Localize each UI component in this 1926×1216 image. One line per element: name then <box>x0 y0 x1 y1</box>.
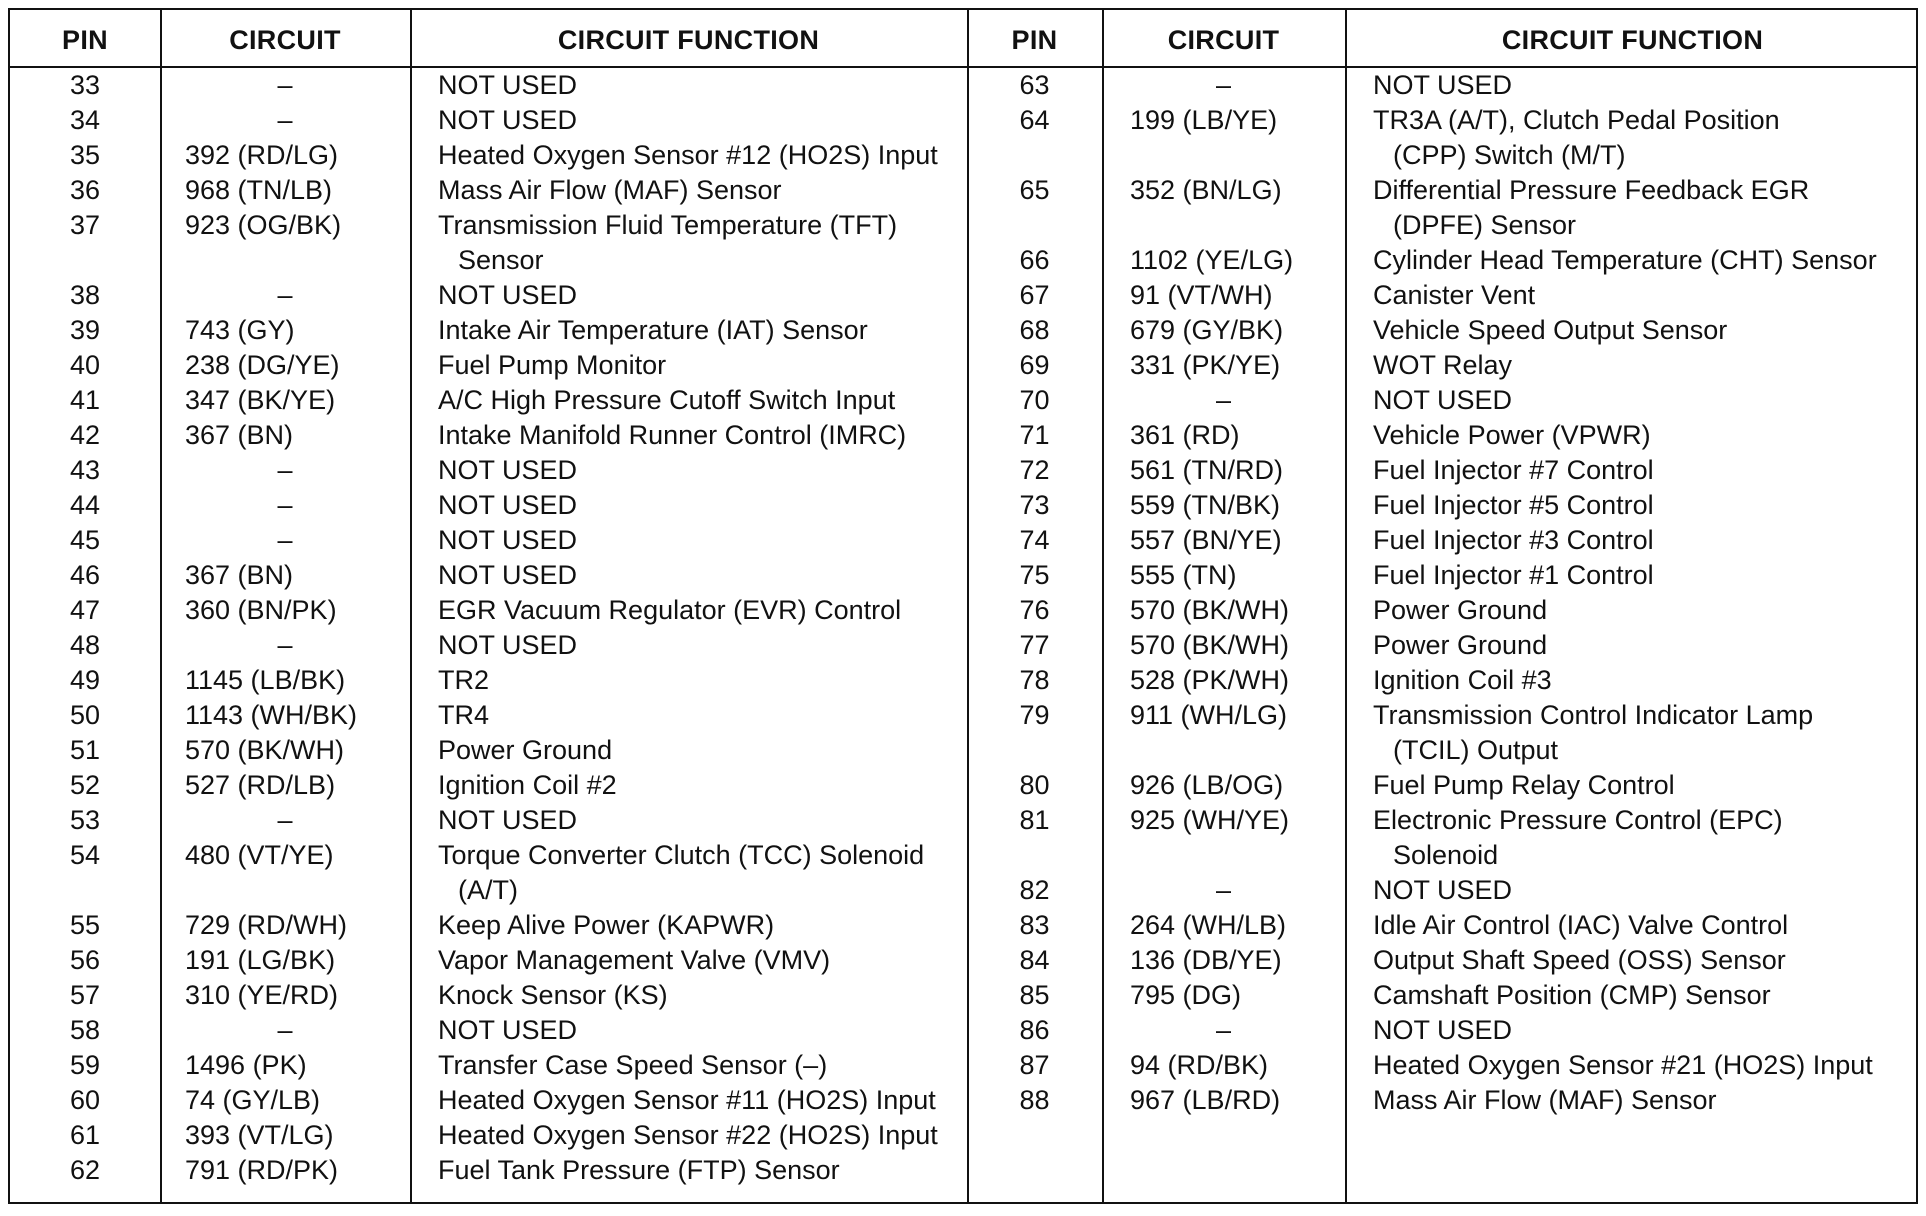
pin-number: 65 <box>1019 175 1050 205</box>
circuit-code: 94 (RD/BK) <box>1130 1050 1269 1080</box>
circuit-function: Heated Oxygen Sensor #12 (HO2S) Input <box>438 140 938 170</box>
circuit-code: 743 (GY) <box>185 315 295 345</box>
pin-number: 54 <box>69 840 101 870</box>
pin-number: 55 <box>69 910 101 940</box>
circuit-code: 191 (LG/BK) <box>185 945 336 975</box>
circuit-code: – <box>1215 875 1232 905</box>
circuit-code: 528 (PK/WH) <box>1130 665 1290 695</box>
circuit-function: NOT USED <box>438 105 578 135</box>
table-row <box>10 453 1916 488</box>
table-row <box>10 278 1916 313</box>
circuit-code: 367 (BN) <box>185 420 294 450</box>
circuit-code: 360 (BN/PK) <box>185 595 337 625</box>
circuit-function: Vehicle Power (VPWR) <box>1373 420 1651 450</box>
table-row <box>10 663 1916 698</box>
pin-number: 88 <box>1019 1085 1050 1115</box>
pinout-table <box>8 8 1918 1204</box>
circuit-function: Intake Air Temperature (IAT) Sensor <box>438 315 868 345</box>
circuit-code: – <box>277 280 293 310</box>
circuit-code: 926 (LB/OG) <box>1130 770 1284 800</box>
circuit-code: 367 (BN) <box>185 560 294 590</box>
circuit-function: Fuel Injector #7 Control <box>1373 455 1654 485</box>
circuit-function: Keep Alive Power (KAPWR) <box>438 910 775 940</box>
circuit-code: 561 (TN/RD) <box>1130 455 1284 485</box>
table-row-continuation <box>10 838 1916 873</box>
table-row <box>10 488 1916 523</box>
table-row <box>10 523 1916 558</box>
circuit-function: TR3A (A/T), Clutch Pedal Position <box>1373 105 1780 135</box>
circuit-code: 352 (BN/LG) <box>1130 175 1282 205</box>
pin-number: 68 <box>1019 315 1050 345</box>
circuit-function: NOT USED <box>1373 385 1513 415</box>
table-row <box>10 173 1916 208</box>
pin-number: 53 <box>69 805 101 835</box>
pin-number: 47 <box>69 595 101 625</box>
circuit-function: NOT USED <box>438 455 578 485</box>
pin-number: 39 <box>69 315 101 345</box>
circuit-code: 1496 (PK) <box>185 1050 307 1080</box>
circuit-code: 91 (VT/WH) <box>1130 280 1273 310</box>
circuit-function: Power Ground <box>1373 595 1548 625</box>
pin-number: 80 <box>1019 770 1050 800</box>
table-row <box>10 1083 1916 1118</box>
table-row <box>10 908 1916 943</box>
circuit-function: NOT USED <box>438 1015 578 1045</box>
table-row <box>10 1118 1916 1153</box>
circuit-function: Intake Manifold Runner Control (IMRC) <box>438 420 907 450</box>
pin-number: 62 <box>69 1155 101 1185</box>
circuit-code: 925 (WH/YE) <box>1130 805 1290 835</box>
circuit-code: – <box>277 1015 293 1045</box>
circuit-function-continued: Solenoid <box>1393 840 1499 870</box>
pin-number: 66 <box>1019 245 1050 275</box>
circuit-function-continued: (TCIL) Output <box>1393 735 1559 765</box>
circuit-code: 570 (BK/WH) <box>1130 630 1290 660</box>
circuit-code: 967 (LB/RD) <box>1130 1085 1281 1115</box>
circuit-code: 480 (VT/YE) <box>185 840 334 870</box>
circuit-function: Output Shaft Speed (OSS) Sensor <box>1373 945 1786 975</box>
circuit-code: – <box>1215 1015 1232 1045</box>
circuit-function: TR2 <box>438 665 490 695</box>
pin-number: 72 <box>1019 455 1050 485</box>
circuit-code: – <box>1215 385 1232 415</box>
pin-number: 75 <box>1019 560 1050 590</box>
circuit-function: Power Ground <box>438 735 613 765</box>
pin-number: 78 <box>1019 665 1050 695</box>
pin-number: 60 <box>69 1085 101 1115</box>
pin-number: 61 <box>69 1120 101 1150</box>
circuit-function: Camshaft Position (CMP) Sensor <box>1373 980 1771 1010</box>
table-row <box>10 698 1916 733</box>
circuit-function: Differential Pressure Feedback EGR <box>1373 175 1810 205</box>
circuit-function: Transfer Case Speed Sensor (–) <box>438 1050 828 1080</box>
pin-number: 83 <box>1019 910 1050 940</box>
table-row-continuation <box>10 733 1916 768</box>
circuit-function-continued: (CPP) Switch (M/T) <box>1393 140 1626 170</box>
pin-number: 45 <box>69 525 101 555</box>
circuit-function: Fuel Pump Monitor <box>438 350 667 380</box>
circuit-function: TR4 <box>438 700 490 730</box>
table-row <box>10 348 1916 383</box>
circuit-function: Heated Oxygen Sensor #22 (HO2S) Input <box>438 1120 938 1150</box>
circuit-function: NOT USED <box>1373 70 1513 100</box>
circuit-code: 527 (RD/LB) <box>185 770 336 800</box>
pin-number: 77 <box>1019 630 1050 660</box>
circuit-function: NOT USED <box>438 805 578 835</box>
table-row <box>10 418 1916 453</box>
circuit-function: Fuel Pump Relay Control <box>1373 770 1675 800</box>
circuit-code: – <box>277 490 293 520</box>
table-row <box>10 103 1916 138</box>
circuit-code: 570 (BK/WH) <box>1130 595 1290 625</box>
pin-number: 87 <box>1019 1050 1050 1080</box>
table-row <box>10 68 1916 103</box>
circuit-function: Torque Converter Clutch (TCC) Solenoid <box>438 840 925 870</box>
table-row-continuation <box>10 138 1916 173</box>
circuit-code: 331 (PK/YE) <box>1130 350 1281 380</box>
header-pin-left: PIN <box>62 25 108 55</box>
pin-number: 86 <box>1019 1015 1050 1045</box>
pin-number: 33 <box>69 70 101 100</box>
circuit-code: 555 (TN) <box>1130 560 1237 590</box>
table-row <box>10 628 1916 663</box>
pin-number: 63 <box>1019 70 1050 100</box>
pin-number: 38 <box>69 280 101 310</box>
circuit-code: 729 (RD/WH) <box>185 910 348 940</box>
circuit-function: Idle Air Control (IAC) Valve Control <box>1373 910 1789 940</box>
circuit-code: 795 (DG) <box>1130 980 1242 1010</box>
circuit-code: 392 (RD/LG) <box>185 140 339 170</box>
circuit-function: Transmission Fluid Temperature (TFT) <box>438 210 898 240</box>
pin-number: 71 <box>1019 420 1050 450</box>
pin-number: 56 <box>69 945 101 975</box>
table-row <box>10 768 1916 803</box>
table-row <box>10 383 1916 418</box>
circuit-function-continued: (A/T) <box>458 875 518 905</box>
table-row <box>10 593 1916 628</box>
pin-number: 58 <box>69 1015 101 1045</box>
circuit-function: Vehicle Speed Output Sensor <box>1373 315 1728 345</box>
pin-number: 40 <box>69 350 101 380</box>
circuit-function: NOT USED <box>1373 1015 1513 1045</box>
circuit-code: 679 (GY/BK) <box>1130 315 1284 345</box>
pin-number: 70 <box>1019 385 1050 415</box>
pin-number: 51 <box>69 735 101 765</box>
circuit-function: Heated Oxygen Sensor #21 (HO2S) Input <box>1373 1050 1873 1080</box>
circuit-code: 74 (GY/LB) <box>185 1085 321 1115</box>
circuit-function: Electronic Pressure Control (EPC) <box>1373 805 1783 835</box>
circuit-function: Mass Air Flow (MAF) Sensor <box>438 175 782 205</box>
circuit-code: 557 (BN/YE) <box>1130 525 1282 555</box>
pin-number: 37 <box>69 210 101 240</box>
circuit-function: Fuel Injector #1 Control <box>1373 560 1654 590</box>
pin-number: 74 <box>1019 525 1050 555</box>
circuit-function: Power Ground <box>1373 630 1548 660</box>
pin-number: 85 <box>1019 980 1050 1010</box>
table-row <box>10 1013 1916 1048</box>
table-row <box>10 873 1916 908</box>
circuit-function-continued: (DPFE) Sensor <box>1393 210 1577 240</box>
pin-number: 76 <box>1019 595 1050 625</box>
circuit-code: – <box>277 105 293 135</box>
pin-number: 49 <box>69 665 101 695</box>
header-function-left: CIRCUIT FUNCTION <box>557 25 820 55</box>
circuit-function: Ignition Coil #2 <box>438 770 617 800</box>
circuit-code: 199 (LB/YE) <box>1130 105 1278 135</box>
circuit-code: 1143 (WH/BK) <box>185 700 358 730</box>
circuit-function: Canister Vent <box>1373 280 1536 310</box>
pin-number: 81 <box>1019 805 1050 835</box>
table-row <box>10 313 1916 348</box>
circuit-function: Fuel Injector #5 Control <box>1373 490 1654 520</box>
circuit-code: 911 (WH/LG) <box>1130 700 1288 730</box>
circuit-code: – <box>277 455 293 485</box>
pin-number: 48 <box>69 630 101 660</box>
header-circuit-right: CIRCUIT <box>1167 25 1280 55</box>
table-row <box>10 1048 1916 1083</box>
circuit-function: WOT Relay <box>1373 350 1513 380</box>
table-row <box>10 1153 1916 1188</box>
circuit-code: – <box>277 70 293 100</box>
circuit-code: 347 (BK/YE) <box>185 385 336 415</box>
pin-number: 46 <box>69 560 101 590</box>
circuit-function: EGR Vacuum Regulator (EVR) Control <box>438 595 902 625</box>
circuit-function: Vapor Management Valve (VMV) <box>438 945 831 975</box>
pin-number: 44 <box>69 490 101 520</box>
pin-number: 36 <box>69 175 101 205</box>
pin-number: 42 <box>69 420 101 450</box>
pin-number: 67 <box>1019 280 1050 310</box>
circuit-function: Mass Air Flow (MAF) Sensor <box>1373 1085 1717 1115</box>
circuit-code: 136 (DB/YE) <box>1130 945 1282 975</box>
circuit-function: NOT USED <box>438 525 578 555</box>
circuit-code: 570 (BK/WH) <box>185 735 345 765</box>
pin-number: 50 <box>69 700 101 730</box>
pin-number: 57 <box>69 980 101 1010</box>
circuit-code: 923 (OG/BK) <box>185 210 342 240</box>
circuit-code: 559 (TN/BK) <box>1130 490 1281 520</box>
header-function-right: CIRCUIT FUNCTION <box>1501 25 1764 55</box>
circuit-code: 264 (WH/LB) <box>1130 910 1287 940</box>
circuit-function: NOT USED <box>438 280 578 310</box>
circuit-function: NOT USED <box>1373 875 1513 905</box>
pin-number: 43 <box>69 455 101 485</box>
pin-number: 41 <box>69 385 101 415</box>
table-row <box>10 803 1916 838</box>
circuit-code: 791 (RD/PK) <box>185 1155 339 1185</box>
circuit-function: NOT USED <box>438 70 578 100</box>
pin-number: 59 <box>69 1050 101 1080</box>
pin-number: 34 <box>69 105 101 135</box>
circuit-code: 393 (VT/LG) <box>185 1120 334 1150</box>
circuit-function: Knock Sensor (KS) <box>438 980 668 1010</box>
pin-number: 84 <box>1019 945 1050 975</box>
pin-number: 73 <box>1019 490 1050 520</box>
circuit-code: 361 (RD) <box>1130 420 1240 450</box>
circuit-code: 1102 (YE/LG) <box>1130 245 1294 275</box>
circuit-code: 1145 (LB/BK) <box>185 665 346 695</box>
circuit-function-continued: Sensor <box>458 245 544 275</box>
pin-number: 82 <box>1019 875 1050 905</box>
circuit-code: 310 (YE/RD) <box>185 980 339 1010</box>
pin-number: 52 <box>69 770 101 800</box>
circuit-code: – <box>277 525 293 555</box>
circuit-function: Heated Oxygen Sensor #11 (HO2S) Input <box>438 1085 936 1115</box>
table-row-continuation <box>10 208 1916 243</box>
circuit-function: NOT USED <box>438 490 578 520</box>
circuit-function: Transmission Control Indicator Lamp <box>1373 700 1814 730</box>
circuit-function: Cylinder Head Temperature (CHT) Sensor <box>1373 245 1877 275</box>
table-row <box>10 943 1916 978</box>
circuit-function: Fuel Tank Pressure (FTP) Sensor <box>438 1155 840 1185</box>
header-pin-right: PIN <box>1011 25 1058 55</box>
pin-number: 69 <box>1019 350 1050 380</box>
circuit-function: Ignition Coil #3 <box>1373 665 1552 695</box>
circuit-code: 238 (DG/YE) <box>185 350 340 380</box>
pin-number: 35 <box>69 140 101 170</box>
circuit-code: – <box>1215 70 1232 100</box>
table-row <box>10 243 1916 278</box>
header-circuit-left: CIRCUIT <box>229 25 341 55</box>
circuit-function: Fuel Injector #3 Control <box>1373 525 1654 555</box>
circuit-code: – <box>277 805 293 835</box>
pin-number: 64 <box>1019 105 1050 135</box>
circuit-function: A/C High Pressure Cutoff Switch Input <box>438 385 896 415</box>
circuit-code: – <box>277 630 293 660</box>
table-row <box>10 978 1916 1013</box>
circuit-function: NOT USED <box>438 630 578 660</box>
table-row <box>10 558 1916 593</box>
circuit-function: NOT USED <box>438 560 578 590</box>
pin-number: 79 <box>1019 700 1050 730</box>
circuit-code: 968 (TN/LB) <box>185 175 333 205</box>
